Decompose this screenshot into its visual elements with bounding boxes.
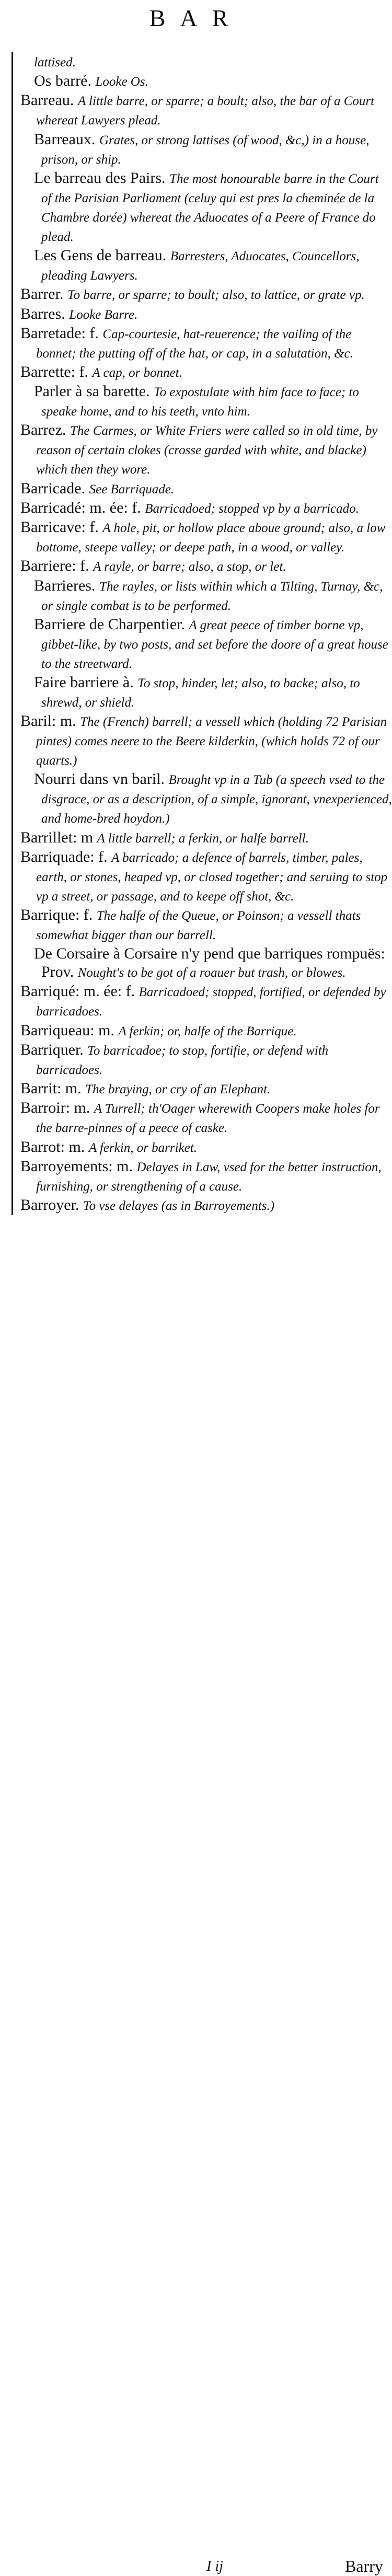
entry-headword: Barriquer. [20, 1041, 84, 1058]
dictionary-entry [15, 770, 392, 828]
dictionary-entry [15, 848, 392, 906]
entry-definition: The (French) barrell; a vessell which (holding 72 Parisian pintes) comes neere to the Beere kilderkin, (which holds 72 of our quarts.) [36, 715, 387, 768]
entry-definition: Brought vp in a Tub (a speech vsed to the disgrace, or as a description, of a simple, ignorant, vnexperienced, and home-bred hoydon.) [41, 773, 392, 826]
entry-definition: A hole, pit, or hollow place aboue ground; also, a low bottome, steepe valley; or deepe path, in a wood, or valley. [36, 521, 386, 555]
entry-headword: Barreaux. [34, 130, 96, 148]
entry-headword: Barriere de Charpentier. [34, 615, 186, 633]
entry-definition: To expostulate with him face to face; to speake home, and to his teeth, vnto him. [41, 385, 359, 419]
entry-headword: Baril: m. [20, 712, 76, 730]
entry-definition: To barricadoe; to stop, fortifie, or defend with barricadoes. [36, 1043, 329, 1077]
entry-headword: Barricave: f. [20, 518, 99, 536]
dictionary-entry [15, 499, 392, 518]
entry-definition: To barre, or sparre; to boult; also, to lattice, or grate vp. [67, 288, 365, 303]
dictionary-entry [15, 518, 392, 557]
entry-definition: Barricadoed; stopped vp by a barricado. [145, 501, 359, 516]
entry-headword: Les Gens de barreau. [34, 247, 167, 264]
dictionary-entry [15, 285, 392, 304]
entry-headword: Barriqueau: m. [20, 1021, 114, 1039]
entry-definition: Looke Barre. [69, 307, 138, 322]
dictionary-entry [15, 363, 392, 382]
entry-headword: Barrot: m. [20, 1138, 85, 1156]
entry-definition: lattised. [34, 55, 76, 70]
entry-definition: Barricadoed; stopped, fortified, or defended by barricadoes. [36, 985, 386, 1019]
entry-definition: The Carmes, or White Friers were called so in old time, by reason of certain clokes (crosse garded with white, and blacke) which then they wore. [36, 424, 378, 477]
entry-definition: A ferkin; or, halfe of the Barrique. [118, 1024, 297, 1038]
dictionary-entry [15, 576, 392, 615]
entry-definition: A ferkin, or barriket. [88, 1140, 197, 1155]
dictionary-entry [15, 52, 392, 72]
entry-headword: Barriere: f. [20, 557, 89, 575]
entry-definition: The most honourable barre in the Court of the Parisian Parliament (celuy qui est pres la cheminée de la Chambre dorée) whereat the Aduocates of a Peere of France do plead. [41, 171, 379, 244]
entry-definition: Looke Os. [95, 75, 148, 89]
entry-definition: Grates, or strong lattises (of wood, &c,) in a house, prison, or ship. [41, 133, 370, 167]
entry-headword: Barricade. [20, 479, 86, 497]
entry-headword: Nourri dans vn baril. [34, 770, 165, 788]
dictionary-entry [15, 1196, 392, 1215]
entry-definition: A rayle, or barre; also, a stop, or let. [93, 560, 286, 574]
entry-headword: Barrez. [20, 421, 66, 439]
dictionary-entry [15, 1021, 392, 1041]
entry-headword: Os barré. [34, 72, 91, 90]
dictionary-entry [15, 1041, 392, 1079]
entry-headword: Barres. [20, 305, 65, 322]
dictionary-entry [15, 72, 392, 91]
entry-headword: Barrit: m. [20, 1080, 82, 1098]
entry-definition: A little barrell; a ferkin, or halfe barrell. [97, 831, 309, 846]
dictionary-entry [15, 324, 392, 363]
entry-headword: Barroyements: m. [20, 1157, 133, 1175]
dictionary-entry [15, 1157, 392, 1196]
dictionary-entry [15, 130, 392, 169]
dictionary-entry [15, 1138, 392, 1157]
dictionary-entry [15, 944, 392, 982]
page-header: BAR [149, 5, 243, 31]
dictionary-entry [15, 382, 392, 421]
entry-headword: Barriqué: m. ée: f. [20, 983, 135, 1000]
dictionary-entry [15, 421, 392, 479]
signature-mark: I ij [206, 2558, 223, 2574]
catchword: Barry [345, 2557, 383, 2575]
entry-definition: A little barre, or sparre; a boult; also, the bar of a Court whereat Lawyers plead. [36, 94, 375, 128]
entry-definition: To vse delayes (as in Barroyements.) [83, 1199, 275, 1213]
entry-headword: Barricadé: m. ée: f. [20, 499, 141, 516]
entry-headword: Barrique: f. [20, 906, 93, 924]
dictionary-entry [15, 246, 392, 285]
dictionary-entry [15, 305, 392, 324]
dictionary-entry [15, 1099, 392, 1137]
dictionary-entry [15, 982, 392, 1021]
entry-definition: Cap-courtesie, hat-reuerence; the vailing of the bonnet; the putting off of the hat, or cap, in a salutation, &c. [36, 327, 353, 361]
entry-headword: Barreau. [20, 91, 74, 109]
entry-definition: Nought's to be got of a roauer but trash, or blowes. [77, 966, 346, 980]
dictionary-entry [15, 828, 392, 848]
dictionary-entry [15, 1079, 392, 1099]
entry-headword: Barroir: m. [20, 1099, 90, 1117]
entry-definition: Delayes in Law, vsed for the better instruction, furnishing, or strengthening of a cause. [36, 1160, 382, 1194]
entry-definition: See Barriquade. [89, 482, 175, 496]
dictionary-entry [15, 479, 392, 499]
entry-definition: The braying, or cry of an Elephant. [85, 1082, 271, 1097]
dictionary-entry [15, 169, 392, 246]
entry-headword: Barroyer. [20, 1196, 79, 1214]
entry-headword: Barretade: f. [20, 324, 99, 342]
entry-headword: Barrieres. [34, 576, 96, 594]
dictionary-entry [15, 906, 392, 944]
entry-definition: To stop, hinder, let; also, to backe; also, to shrewd, or shield. [41, 676, 360, 710]
dictionary-column [11, 52, 392, 1215]
dictionary-entry [15, 673, 392, 712]
entry-headword: Barriquade: f. [20, 848, 108, 865]
entry-definition: The halfe of the Queue, or Poinson; a vessell thats somewhat bigger than our barrell. [36, 909, 361, 943]
entry-headword: Faire barriere à. [34, 673, 134, 691]
entry-definition: Barresters, Aduocates, Councellors, pleading Lawyers. [41, 249, 360, 283]
dictionary-entry [15, 712, 392, 770]
entry-definition: A great peece of timber borne vp, gibbet-like, by two posts, and set before the doore of a great house to the streetward. [41, 618, 388, 671]
dictionary-entry [15, 557, 392, 576]
entry-headword: De Corsaire à Corsaire n'y pend que barriques rompuës: Prov. [34, 945, 385, 981]
entry-definition: A cap, or bonnet. [92, 365, 182, 380]
entry-headword: Le barreau des Pairs. [34, 169, 166, 187]
entry-headword: Barrette: f. [20, 363, 88, 380]
entry-headword: Barrillet: m [20, 828, 94, 846]
entry-definition: A barricado; a defence of barrels, timber, pales, earth, or stones, heaped vp, or closed together; and seruing to stop vp a street, or passage, and to keepe off shot, &c. [36, 850, 388, 904]
dictionary-entry [15, 91, 392, 130]
dictionary-entry [15, 615, 392, 673]
page-footer [0, 1275, 392, 2575]
entry-definition: The rayles, or lists within which a Tilting, Turnay, &c, or single combat is to be performed. [41, 579, 383, 613]
entry-headword: Parler à sa barette. [34, 383, 150, 400]
entry-definition: A Turrell; th'Oager wherewith Coopers make holes for the barre-pinnes of a peece of caske. [36, 1102, 380, 1136]
entry-headword: Barrer. [20, 285, 64, 303]
